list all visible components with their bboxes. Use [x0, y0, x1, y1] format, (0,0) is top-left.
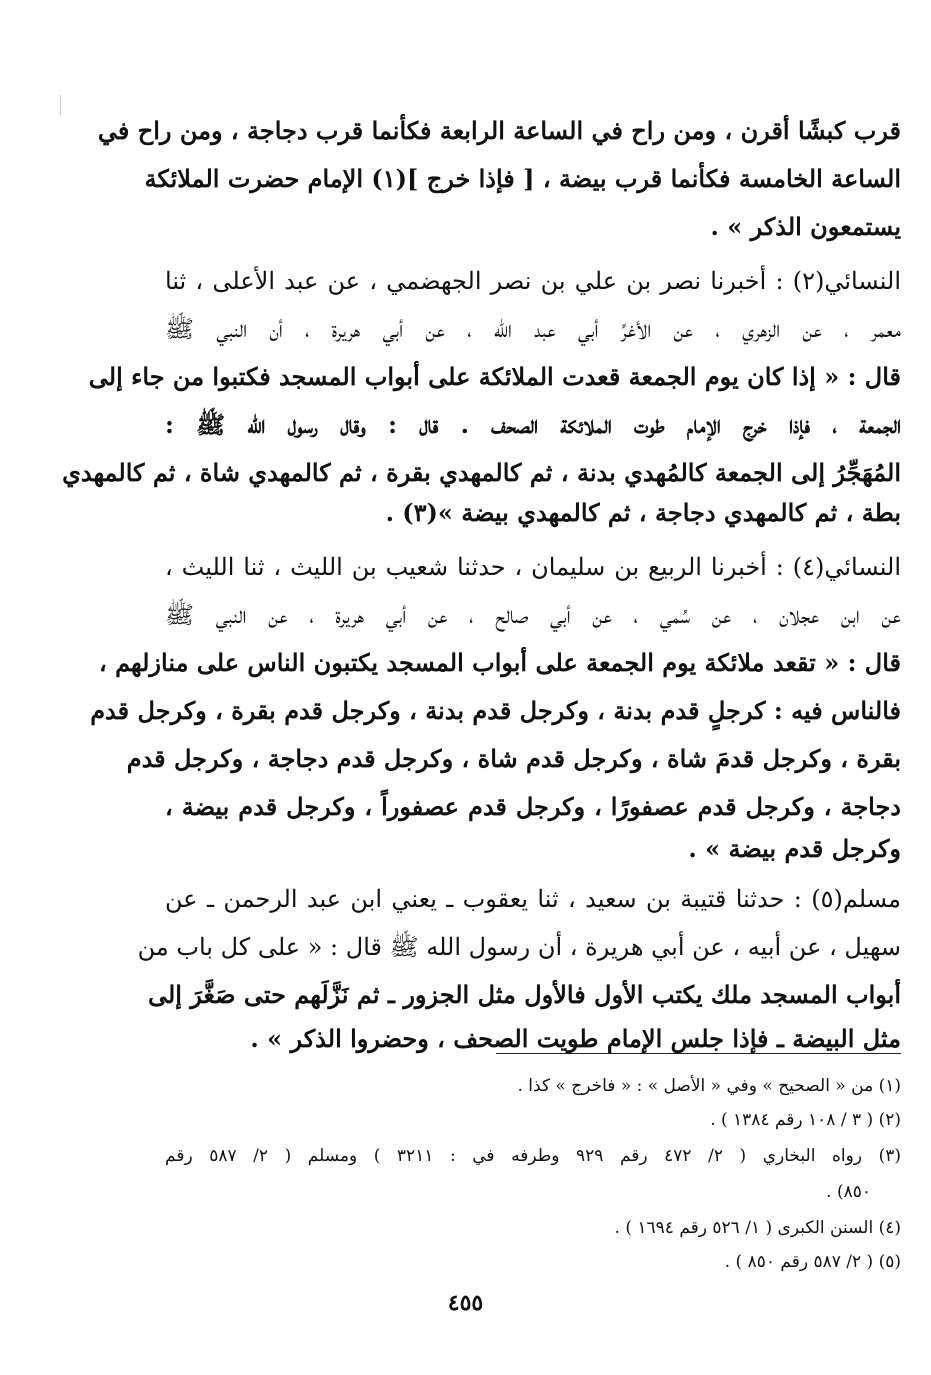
body-line: مسلم(٥) : حدثنا قتيبة بن سعيد ، ثنا يعقوب ـ يعني ابن عبد الرحمن ـ عن — [165, 885, 901, 913]
body-line: النسائي(٢) : أخبرنا نصر بن علي بن نصر الجهضمي ، عن عبد الأعلى ، ثنا — [165, 267, 901, 295]
body-line: بقرة ، وكرجل قدمَ شاة ، وكرجل قدم شاة ، وكرجل قدم دجاجة ، وكرجل قدم — [126, 744, 901, 773]
body-line: يستمعون الذكر » . — [710, 212, 901, 241]
body-line: فالناس فيه : كرجلٍ قدم بدنة ، وكرجل قدم بدنة ، وكرجل قدم بقرة ، وكرجل قدم — [90, 696, 901, 725]
body-line: قرب كبشًا أقرن ، ومن راح في الساعة الرابعة فكأنما قرب دجاجة ، ومن راح في — [97, 116, 901, 145]
footnote-rule — [496, 1053, 901, 1054]
body-line: قال : « تقعد ملائكة يوم الجمعة على أبواب المسجد يكتبون الناس على منازلهم ، — [98, 648, 901, 677]
footnote: ٨٥٠) . — [826, 1182, 871, 1202]
body-line: الجمعة ، فإذا خرج الإمام طوت الملائكة الصحف . قال : وقال رسول الله ﷺ : — [165, 410, 901, 439]
body-line: النسائي(٤) : أخبرنا الربيع بن سليمان ، حدثنا شعيب بن الليث ، ثنا الليث ، — [165, 553, 901, 581]
margin-mark — [60, 95, 61, 115]
footnote: (١) من « الصحيح » وفي « الأصل » : « فاخرج » كذا . — [517, 1076, 901, 1096]
body-line: عن ابن عجلان ، عن سُمي ، عن أبي صالح ، عن أبي هريرة ، عن النبي ﷺ — [165, 601, 902, 629]
body-line: سهيل ، عن أبيه ، عن أبي هريرة ، أن رسول الله ﷺ قال : « على كل باب من — [137, 933, 901, 961]
body-line: دجاجة ، وكرجل قدم عصفورًا ، وكرجل قدم عصفوراً ، وكرجل قدم بيضة ، — [165, 792, 901, 821]
body-line: مثل البيضة ـ فإذا جلس الإمام طويت الصحف ، وحضروا الذكر » . — [250, 1024, 901, 1053]
body-line: أبواب المسجد ملك يكتب الأول فالأول مثل الجزور ـ ثم نَزَّلَهم حتى صَغَّرَ إلى — [147, 980, 901, 1009]
body-line: بطة ، ثم كالمهدي دجاجة ، ثم كالمهدي بيضة »(٣) . — [385, 498, 901, 527]
body-line: وكرجل قدم بيضة » . — [688, 834, 901, 863]
footnote: (٣) رواه البخاري ( ٢/ ٤٧٢ رقم ٩٢٩ وطرفه في : ٣٢١١ ) ومسلم ( ٢/ ٥٨٧ رقم — [165, 1146, 901, 1166]
footnote: (٢) ( ٣ / ١٠٨ رقم ١٣٨٤ ) . — [710, 1110, 901, 1130]
body-line: الساعة الخامسة فكأنما قرب بيضة ، [ فإذا خرج ](١) الإمام حضرت الملائكة — [144, 164, 901, 193]
body-line: المُهَجِّرُ إلى الجمعة كالمُهدي بدنة ، ثم كالمهدي بقرة ، ثم كالمهدي شاة ، ثم كالمهدي — [62, 458, 901, 487]
page-number: ٤٥٥ — [447, 1290, 484, 1316]
body-line: قال : « إذا كان يوم الجمعة قعدت الملائكة على أبواب المسجد فكتبوا من جاء إلى — [88, 362, 901, 391]
body-line: معمر ، عن الزهري ، عن الأغرِّ أبي عبد الله ، عن أبي هريرة ، أن النبي ﷺ — [165, 315, 901, 343]
footnote: (٤) السنن الكبرى ( ١/ ٥٢٦ رقم ١٦٩٤ ) . — [614, 1218, 901, 1238]
footnote: (٥) ( ٢/ ٥٨٧ رقم ٨٥٠ ) . — [724, 1252, 901, 1272]
